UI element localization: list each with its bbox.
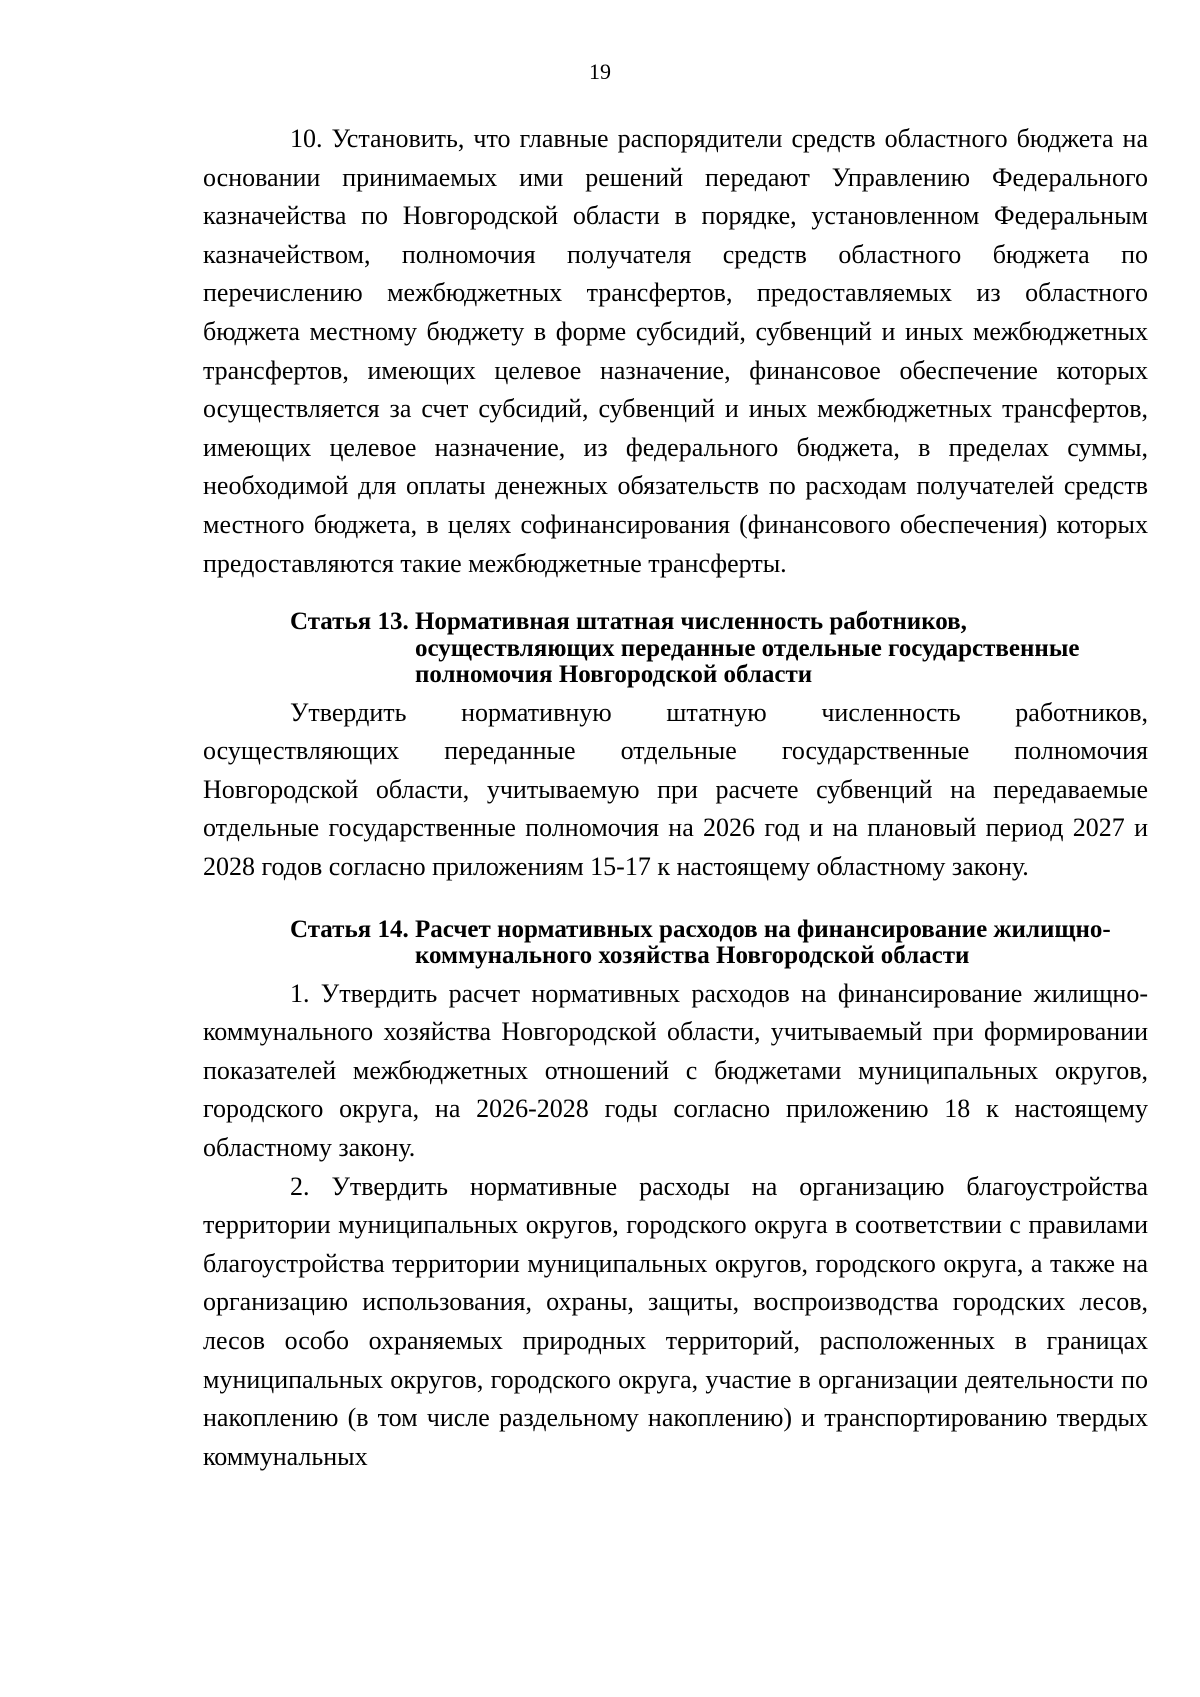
item-10-paragraph: 10. Установить, что главные распорядители средств областного бюджета на основании принимаемых ими решений передают Управлению Федерального казначейства по Новгородской области в порядке, установленном Федеральным казначейством, полномочия получателя средств областного бюджета по перечислению межбюджетных трансфертов, предоставляемых из областного бюджета местному бюджету в форме субсидий, субвенций и иных межбюджетных трансфертов, имеющих целевое назначение, финансовое обеспечение которых осуществляется за счет субсидий, субвенций и иных межбюджетных трансфертов, имеющих целевое назначение, из федерального бюджета, в пределах суммы, необходимой для оплаты денежных обязательств по расходам получателей средств местного бюджета, в целях софинансирования (финансового обеспечения) которых предоставляются такие межбюджетные трансферты. <box>203 124 1148 578</box>
article-14-heading <box>203 917 1148 970</box>
article-14-title: Расчет нормативных расходов на финансирование жилищно-коммунального хозяйства Новгородской области <box>414 915 1111 970</box>
article-13-body: Утвердить нормативную штатную численность работников, осуществляющих переданные отдельные государственные полномочия Новгородской области, учитываемую при расчете субвенций на передаваемые отдельные государственные полномочия на 2026 год и на плановый период 2027 и 2028 годов согласно приложениям 15-17 к настоящему областному закону. <box>203 697 1148 881</box>
article-13-heading <box>203 609 1148 689</box>
article-14-point-1: 1. Утвердить расчет нормативных расходов на финансирование жилищно-коммунального хозяйства Новгородской области, учитываемый при формировании показателей межбюджетных отношений с бюджетами муниципальных округов, городского округа, на 2026-2028 годы согласно приложению 18 к настоящему областному закону. <box>203 978 1148 1162</box>
page-number: 19 <box>589 59 611 84</box>
article-14-number: Статья 14. <box>290 915 415 943</box>
document-body <box>203 120 1148 1476</box>
article-14-heading-row <box>290 917 1148 970</box>
spacer <box>203 887 1148 917</box>
article-13-title: Нормативная штатная численность работников, осуществляющих переданные отдельные государственные полномочия Новгородской области <box>414 608 1080 689</box>
article-14-point-2: 2. Утвердить нормативные расходы на организацию благоустройства территории муниципальных округов, городского округа в соответствии с правилами благоустройства территории муниципальных округов, городского округа, а также на организацию использования, охраны, защиты, воспроизводства городских лесов, лесов особо охраняемых природных территорий, расположенных в границах муниципальных округов, городского округа, участие в организации деятельности по накоплению (в том числе раздельному накоплению) и транспортированию твердых коммунальных <box>203 1171 1148 1471</box>
article-13-heading-row <box>290 609 1148 689</box>
article-13-number: Статья 13. <box>290 608 415 636</box>
spacer <box>203 583 1148 609</box>
